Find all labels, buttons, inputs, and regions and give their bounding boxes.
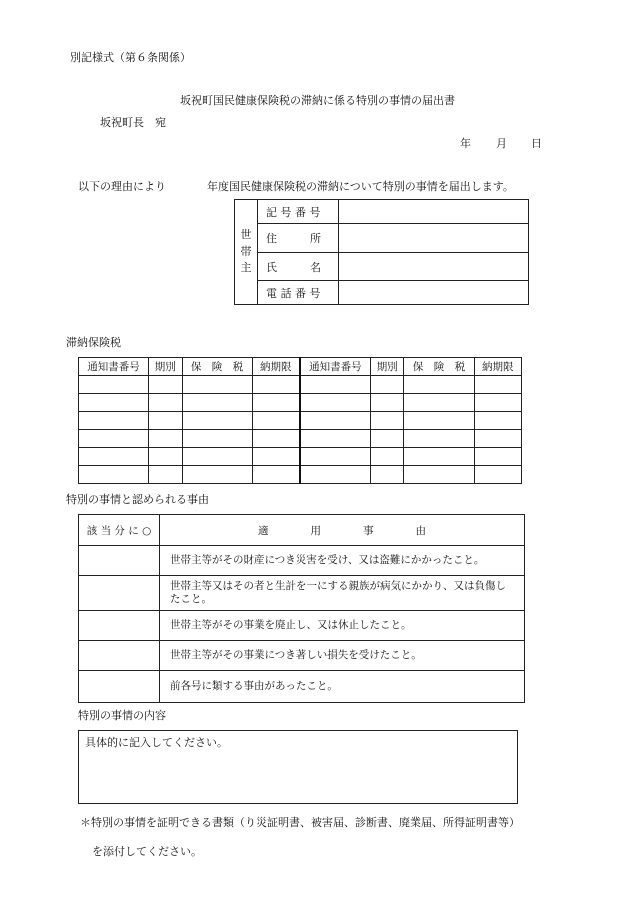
table-row	[79, 376, 522, 394]
table-row	[79, 641, 525, 671]
details-placeholder: 具体的に記入してください。	[85, 736, 228, 749]
intro-right: 年度国民健康保険税の滞納について特別の事情を届出します。	[207, 180, 514, 193]
check-cell-2[interactable]	[79, 576, 160, 611]
reason-4: 世帯主等がその事業につき著しい損失を受けたこと。	[160, 641, 525, 671]
col-tax-amount-2: 保 険 税	[404, 358, 474, 376]
col-reason-header: 適 用 事 由	[160, 515, 525, 546]
field-input-number[interactable]	[339, 200, 529, 224]
col-notice-number: 通知書番号	[79, 358, 149, 376]
details-box[interactable]	[78, 730, 518, 804]
field-label-address: 住 所	[258, 224, 339, 253]
date-day: 日	[531, 137, 542, 150]
reason-1: 世帯主等がその財産につき災害を受け、又は盗難にかかったこと。	[160, 546, 525, 576]
field-input-phone[interactable]	[339, 281, 529, 305]
details-heading: 特別の事情の内容	[78, 709, 166, 722]
reason-5: 前各号に類する事由があったこと。	[160, 671, 525, 703]
table-row	[79, 671, 525, 703]
col-tax-amount: 保 険 税	[182, 358, 252, 376]
col-check-header: 該 当 分 に ○	[79, 515, 160, 546]
check-cell-1[interactable]	[79, 546, 160, 576]
reasons-heading: 特別の事情と認められる事由	[66, 493, 209, 506]
date-month: 月	[496, 137, 507, 150]
col-due-date-2: 納期限	[474, 358, 521, 376]
col-period-2: 期別	[370, 358, 404, 376]
attachment-note: ＊特別の事情を証明できる書類（り災証明書、被害届、診断書、廃業届、所得証明書等）	[80, 816, 520, 829]
table-row	[79, 394, 522, 412]
col-period: 期別	[148, 358, 182, 376]
attachment-note-2: を添付してください。	[92, 845, 202, 858]
taxes-header-row	[79, 358, 522, 376]
table-row	[79, 412, 522, 430]
field-label-name: 氏 名	[258, 253, 339, 281]
col-due-date: 納期限	[252, 358, 300, 376]
field-input-address[interactable]	[339, 224, 529, 253]
taxes-table	[78, 357, 522, 484]
reason-3: 世帯主等がその事業を廃止し、又は休止したこと。	[160, 611, 525, 641]
check-cell-3[interactable]	[79, 611, 160, 641]
table-row	[79, 576, 525, 611]
table-row	[79, 430, 522, 448]
table-row	[79, 466, 522, 484]
field-label-number: 記 号 番 号	[258, 200, 339, 224]
form-title: 坂祝町国民健康保険税の滞納に係る特別の事情の届出書	[180, 94, 455, 107]
table-row	[79, 611, 525, 641]
householder-side-label: 世 帯 主	[235, 200, 258, 305]
addressee: 坂祝町長 宛	[100, 116, 166, 129]
taxes-heading: 滞納保険税	[66, 336, 121, 349]
householder-table	[234, 199, 529, 305]
intro-left: 以下の理由により	[78, 180, 166, 193]
check-cell-5[interactable]	[79, 671, 160, 703]
form-label: 別記様式（第６条関係）	[70, 51, 191, 64]
table-row	[79, 546, 525, 576]
reason-2: 世帯主等又はその者と生計を一にする親族が病気にかかり、又は負傷したこと。	[160, 576, 525, 611]
reasons-table	[78, 514, 525, 703]
date-year: 年	[460, 137, 471, 150]
table-row	[79, 448, 522, 466]
reasons-header-row	[79, 515, 525, 546]
field-label-phone: 電 話 番 号	[258, 281, 339, 305]
col-notice-number-2: 通知書番号	[300, 358, 370, 376]
check-cell-4[interactable]	[79, 641, 160, 671]
field-input-name[interactable]	[339, 253, 529, 281]
